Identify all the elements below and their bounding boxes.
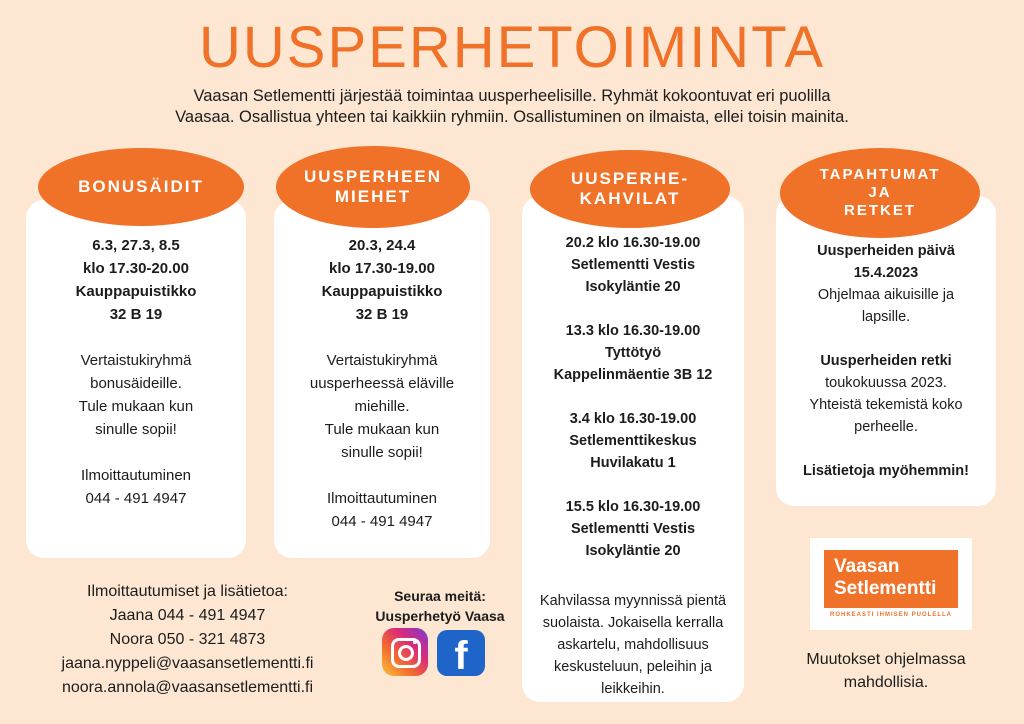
event-address: Isokyläntie 20 [585,279,681,295]
desc-line: miehille. [354,398,410,415]
logo-line: Setlementti [834,578,937,599]
desc-line: bonusäideille. [90,375,182,392]
contact-info [20,580,355,700]
event-desc: perheelle. [854,419,918,435]
signup-label: Ilmoittautuminen [80,467,192,484]
event-place: Setlementti Vestis [570,521,696,537]
event-title: Uusperheiden retki [820,353,952,369]
changes-note [776,648,996,694]
event-date: 15.5 klo 16.30-19.00 [565,499,701,515]
address: 32 B 19 [355,306,409,323]
logo-line: Vaasan [834,556,900,577]
event-address: Huvilakatu 1 [590,455,676,471]
heading-oval-bonusaidit [38,148,244,226]
desc-line: uusperheessä eläville [309,375,455,392]
event-desc: Ohjelmaa aikuisille ja [817,287,955,303]
follow-label: Seuraa meitä: [394,588,486,604]
address: 32 B 19 [109,306,163,323]
note-line: keskusteluun, peleihin ja [554,659,712,675]
page-title: UUSPERHETOIMINTA [198,15,826,80]
heading-oval-tapahtumat [780,148,980,238]
changes-line: mahdollisia. [843,674,929,691]
event-title: Uusperheiden päivä [817,243,955,259]
event-address: Isokyläntie 20 [585,543,681,559]
dates: 6.3, 27.3, 8.5 [92,237,180,254]
event-address: Kappelinmäentie 3B 12 [553,367,713,383]
desc-line: sinulle sopii! [95,421,177,438]
more-info: Lisätietoja myöhemmin! [803,463,969,479]
card-bonusaidit [26,200,246,558]
logo-tagline: ROHKEASTI IHMISEN PUOLELLA [829,612,952,618]
follow-account: Uusperhetyö Vaasa [375,608,505,624]
desc-line: Vertaistukiryhmä [80,352,192,369]
note-line: Kahvilassa myynnissä pientä [539,593,727,609]
event-date: 20.2 klo 16.30-19.00 [565,235,701,251]
time: klo 17.30-19.00 [329,260,435,277]
note-line: suolaista. Jokaisella kerralla [542,615,724,631]
dates: 20.3, 24.4 [348,237,416,254]
intro-line: Vaasan Setlementti järjestää toimintaa uusperheelisille. Ryhmät kokoontuvat eri puolilla [193,87,831,105]
phone: 044 - 491 4947 [331,513,433,530]
vaasan-setlementti-logo [810,538,972,630]
place: Kauppapuistikko [75,283,197,300]
heading-oval-kahvilat [530,150,730,228]
card-heading: UUSPERHE- KAHVILAT [570,169,690,208]
card-heading: UUSPERHEEN MIEHET [303,167,443,206]
place: Kauppapuistikko [321,283,443,300]
event-date: 15.4.2023 [853,265,919,281]
desc-line: sinulle sopii! [341,444,423,461]
event-place: Setlementtikeskus [569,433,697,449]
time: klo 17.30-20.00 [83,260,189,277]
heading-oval-miehet [276,146,470,228]
event-date: 3.4 klo 16.30-19.00 [569,411,697,427]
desc-line: Tule mukaan kun [78,398,194,415]
event-desc: Yhteistä tekemistä koko [809,397,963,413]
contact-email[interactable]: jaana.nyppeli@vaasansetlementti.fi [61,655,314,672]
event-date: 13.3 klo 16.30-19.00 [565,323,701,339]
intro-text [100,86,924,128]
phone: 044 - 491 4947 [85,490,187,507]
card-uusperheen-miehet [274,200,490,558]
event-place: Setlementti Vestis [570,257,696,273]
contact-line: Noora 050 - 321 4873 [109,631,266,648]
signup-label: Ilmoittautuminen [326,490,438,507]
card-heading: TAPAHTUMAT JA RETKET [819,166,941,219]
changes-line: Muutokset ohjelmassa [806,651,966,668]
desc-line: Tule mukaan kun [324,421,440,438]
contact-line: Jaana 044 - 491 4947 [109,607,266,624]
facebook-icon[interactable]: f [437,630,485,676]
note-line: askartelu, mahdollisuus [557,637,709,653]
logo-box [824,550,958,608]
follow-us [360,586,520,626]
contact-heading: Ilmoittautumiset ja lisätietoa: [87,583,288,600]
intro-line: Vaasaa. Osallistua yhteen tai kaikkiin ryhmiin. Osallistuminen on ilmaista, ellei toisin mainita. [175,108,849,126]
desc-line: Vertaistukiryhmä [326,352,438,369]
event-place: Tyttötyö [604,345,662,361]
event-desc: toukokuussa 2023. [825,375,947,391]
note-line: leikkeihin. [601,681,665,697]
card-tapahtumat [776,196,996,506]
card-uusperhekahvilat [522,196,744,702]
instagram-icon[interactable] [382,628,428,676]
card-heading: BONUSÄIDIT [78,177,204,196]
event-desc: lapsille. [861,309,911,325]
contact-email[interactable]: noora.annola@vaasansetlementti.fi [61,679,314,696]
